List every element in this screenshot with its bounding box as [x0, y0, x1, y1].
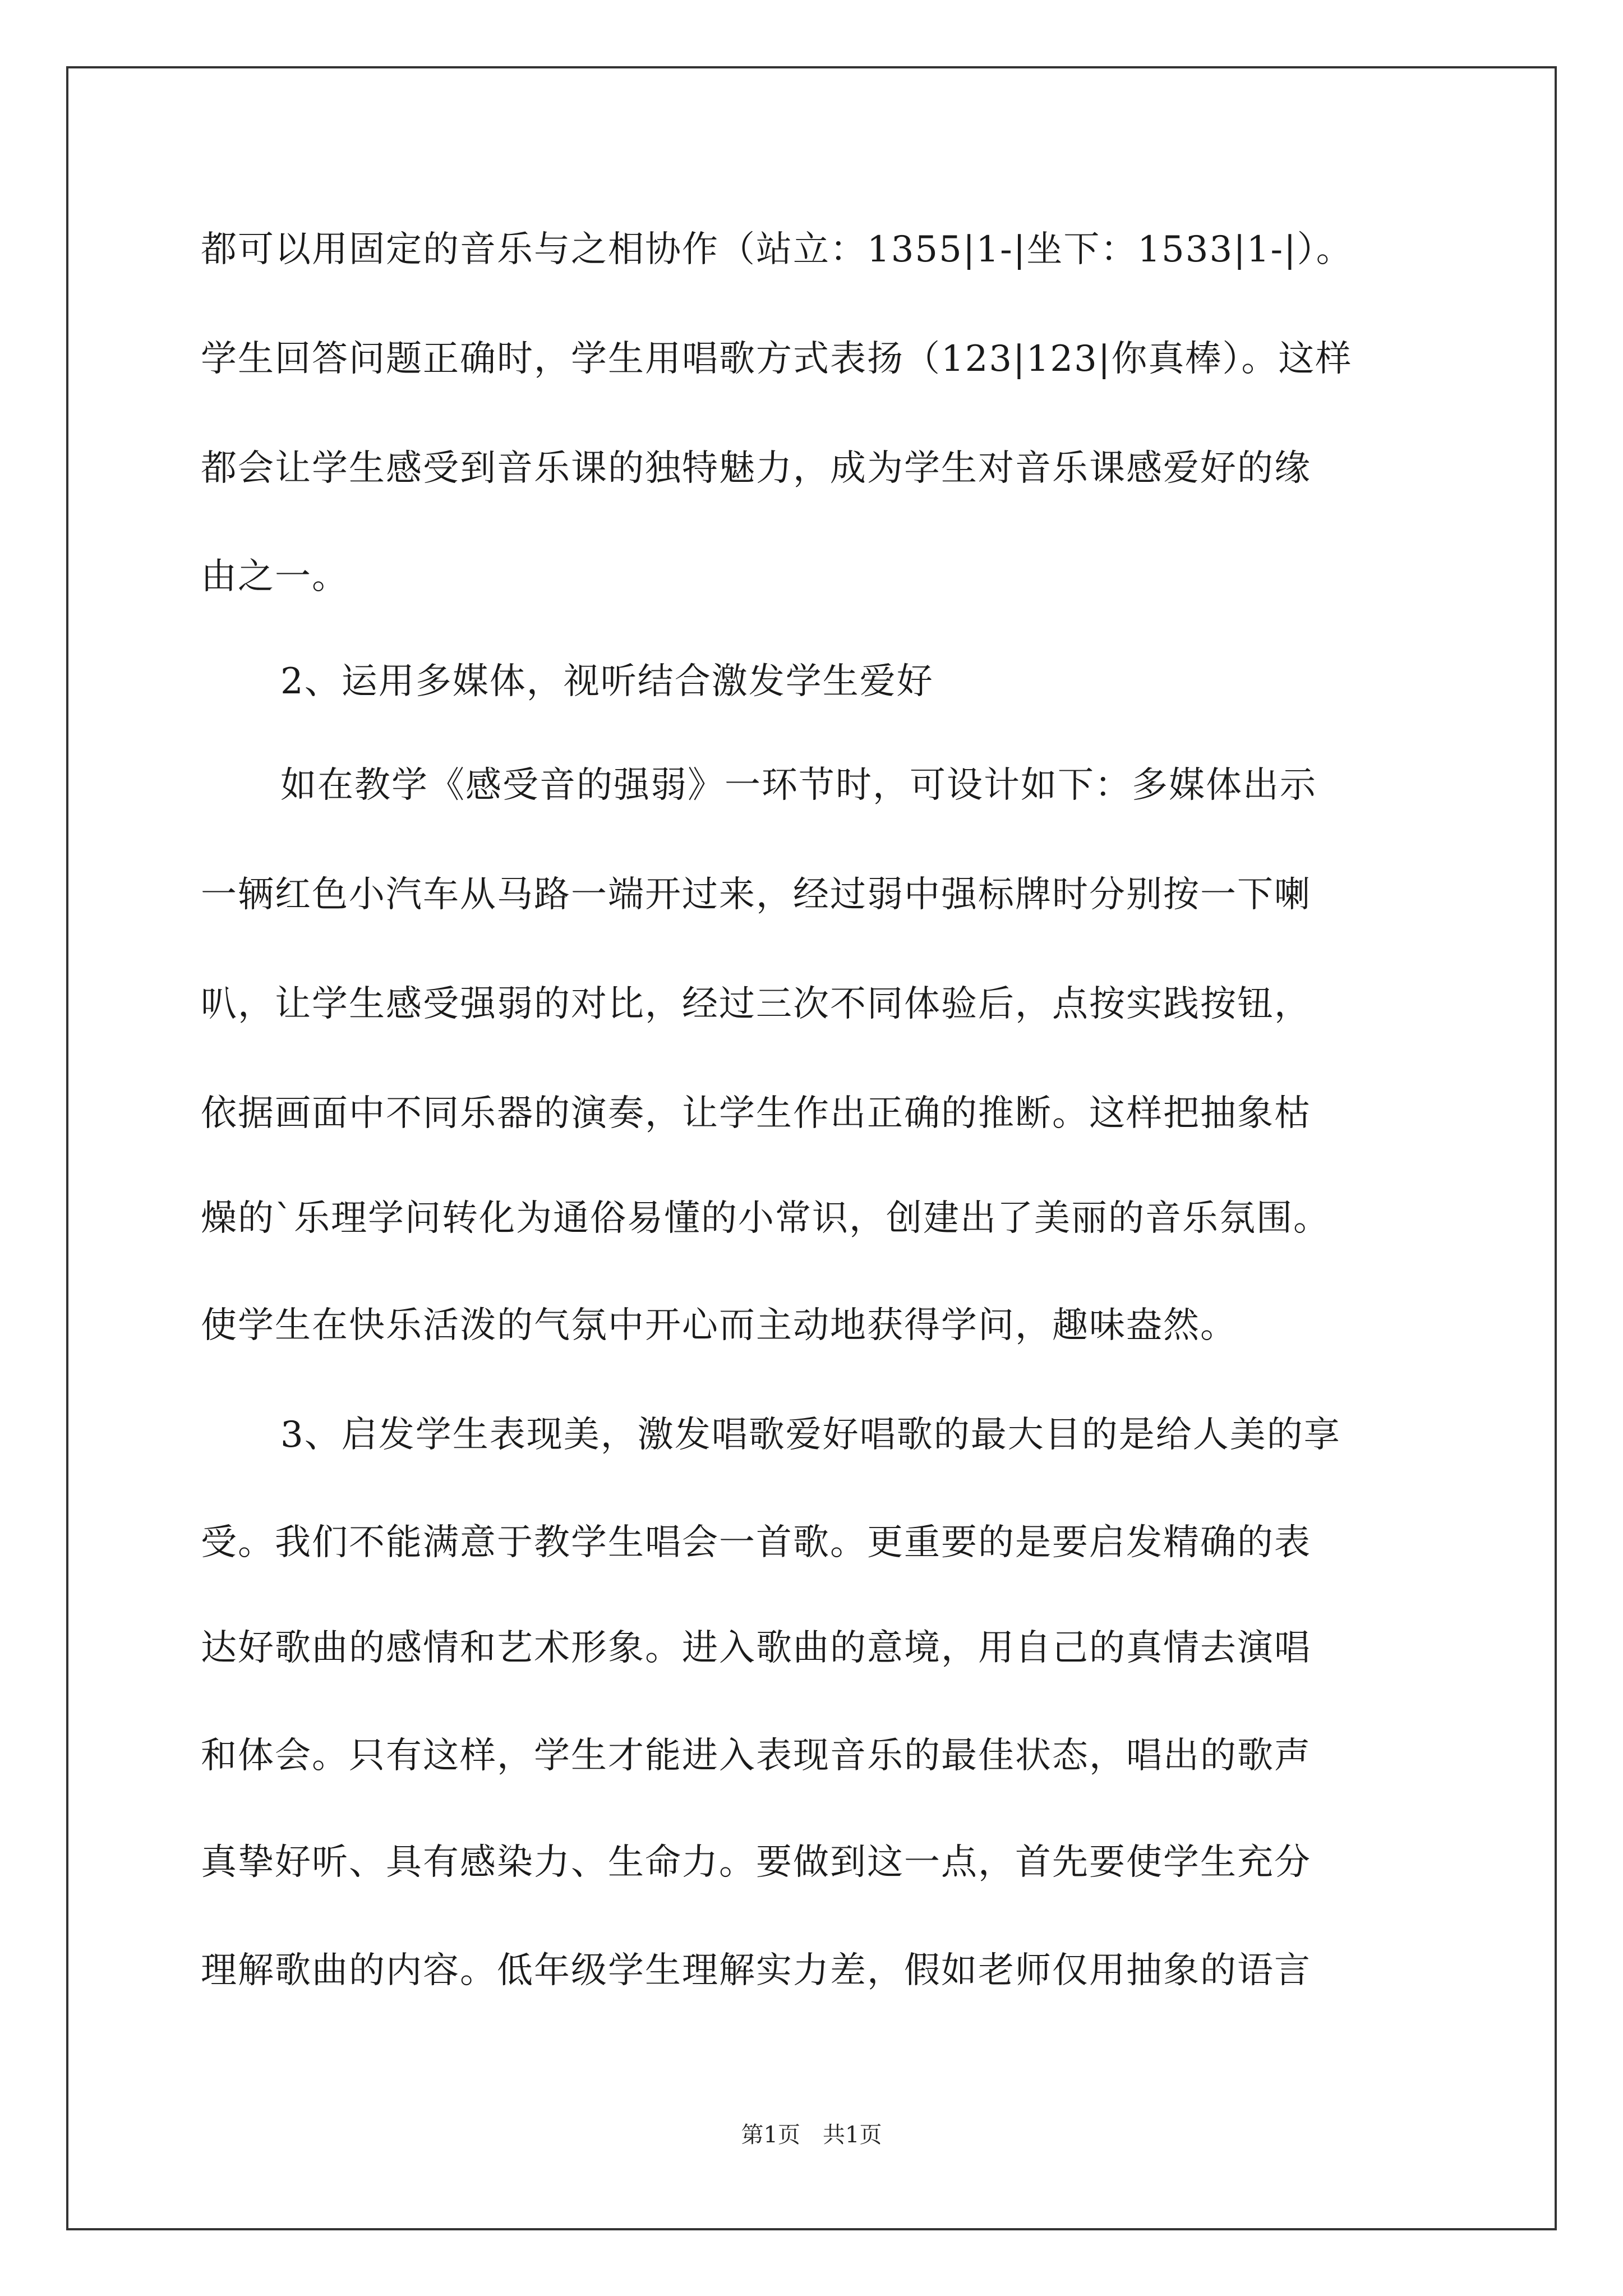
body-line-8: 叭，让学生感受强弱的对比，经过三次不同体验后，点按实践按钮， — [201, 983, 1311, 1025]
body-line-16: 真挚好听、具有感染力、生命力。要做到这一点，首先要使学生充分 — [201, 1842, 1311, 1883]
body-line-15: 和体会。只有这样，学生才能进入表现音乐的最佳状态，唱出的歌声 — [201, 1735, 1311, 1777]
body-line-9: 依据画面中不同乐器的演奏，让学生作出正确的推断。这样把抽象枯 — [201, 1093, 1311, 1134]
body-line-17: 理解歌曲的内容。低年级学生理解实力差，假如老师仅用抽象的语言 — [201, 1950, 1311, 1991]
page-border — [66, 66, 1557, 2230]
section-heading-2: 2、运用多媒体，视听结合激发学生爱好 — [280, 661, 934, 702]
body-line-13: 受。我们不能满意于教学生唱会一首歌。更重要的是要启发精确的表 — [201, 1522, 1311, 1563]
body-line-14: 达好歌曲的感情和艺术形象。进入歌曲的意境，用自己的真情去演唱 — [201, 1627, 1311, 1669]
body-line-6: 如在教学《感受音的强弱》一环节时，可设计如下：多媒体出示 — [280, 765, 1317, 806]
body-line-3: 都会让学生感受到音乐课的独特魅力，成为学生对音乐课感爱好的缘 — [201, 448, 1311, 489]
body-line-7: 一辆红色小汽车从马路一端开过来，经过弱中强标牌时分别按一下喇 — [201, 874, 1311, 915]
body-line-2: 学生回答问题正确时，学生用唱歌方式表扬（123|123|你真棒）。这样 — [201, 338, 1353, 380]
body-line-11: 使学生在快乐活泼的气氛中开心而主动地获得学问，趣味盎然。 — [201, 1305, 1237, 1346]
section-heading-3: 3、启发学生表现美，激发唱歌爱好唱歌的最大目的是给人美的享 — [280, 1414, 1341, 1456]
body-line-10: 燥的`乐理学问转化为通俗易懂的小常识，创建出了美丽的音乐氛围。 — [201, 1198, 1330, 1239]
body-line-4: 由之一。 — [201, 556, 349, 597]
page-footer: 第1页 共1页 — [741, 2122, 882, 2148]
body-line-1: 都可以用固定的音乐与之相协作（站立：1355|1-|坐下：1533|1-|）。 — [201, 229, 1353, 270]
